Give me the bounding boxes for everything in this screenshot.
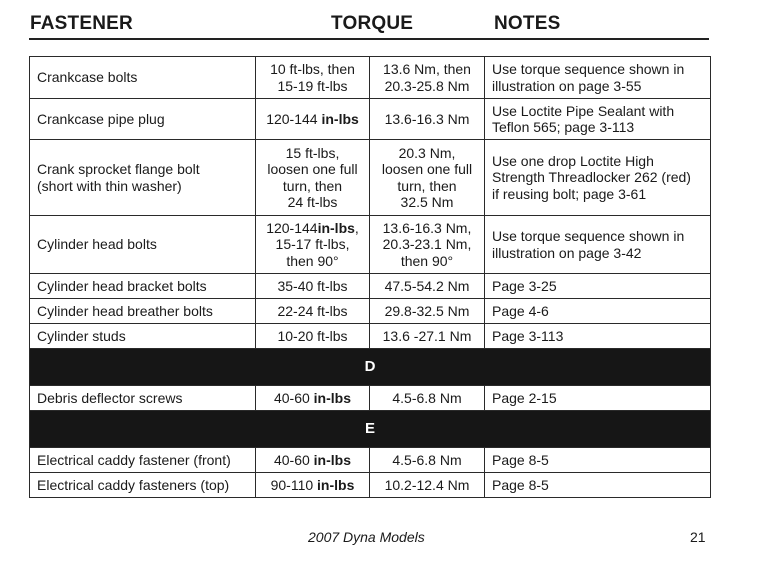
fastener-cell [30, 140, 256, 216]
fastener-cell [30, 299, 256, 324]
section-row-d [30, 349, 711, 386]
text-line: Electrical caddy fastener (front) [37, 451, 231, 468]
torque-metric-cell [370, 386, 485, 411]
torque-metric-cell [370, 216, 485, 274]
torque-value: 90-110 [270, 476, 318, 493]
table-row [30, 99, 711, 140]
text-line: Teflon 565; page 3-113 [492, 119, 635, 135]
table-row [30, 324, 711, 349]
text-line: 22-24 ft-lbs [277, 302, 348, 319]
text-line: 20.3 Nm, [398, 144, 456, 161]
fastener-cell [30, 386, 256, 411]
text-line: turn, then [397, 177, 457, 194]
text-line: Crankcase bolts [37, 69, 138, 86]
text-line: illustration on page 3-55 [492, 77, 642, 94]
table-row [30, 216, 711, 274]
section-row-e [30, 411, 711, 448]
torque-value: 120-144 [266, 110, 322, 127]
text-line: then 90° [286, 252, 339, 269]
torque-imperial-cell [256, 448, 370, 473]
torque-value: 40-60 [273, 451, 314, 468]
table-row [30, 448, 711, 473]
fastener-cell [30, 274, 256, 299]
text-line: if reusing bolt; page 3-61 [492, 185, 647, 202]
torque-metric-cell [370, 324, 485, 349]
text-line: then 90° [400, 252, 454, 269]
text-line: Debris deflector screws [37, 389, 183, 406]
table-row [30, 274, 711, 299]
torque-imperial-cell [256, 99, 370, 140]
text-line: illustration on page 3-42 [492, 244, 642, 261]
fastener-cell [30, 448, 256, 473]
text-line: 10.2-12.4 Nm [384, 476, 470, 493]
text-line: 13.6 -27.1 Nm [382, 327, 472, 344]
text-line: Use Loctite Pipe Sealant with [492, 102, 675, 119]
text-line: 15-19 ft-lbs [277, 77, 348, 94]
torque-metric-cell [370, 473, 485, 498]
text-line: turn, then [282, 177, 343, 194]
table-row [30, 386, 711, 411]
table-row [30, 299, 711, 324]
torque-unit-emphasis: in-lbs [313, 451, 352, 468]
torque-table-body [30, 57, 711, 498]
torque-imperial-cell [256, 57, 370, 99]
fastener-cell [30, 99, 256, 140]
text-line: 10 ft-lbs, then [270, 61, 355, 77]
text-line: 13.6-16.3 Nm, [382, 219, 472, 236]
text-line: Use torque sequence shown in [492, 61, 685, 77]
torque-imperial-cell [256, 324, 370, 349]
notes-cell [485, 299, 711, 324]
text-line: Page 8-5 [492, 476, 549, 493]
notes-cell [485, 386, 711, 411]
notes-cell [485, 448, 711, 473]
torque-value: 120-144 [266, 219, 318, 236]
notes-cell [485, 140, 711, 216]
fastener-cell [30, 216, 256, 274]
text-line: Strength Threadlocker 262 (red) [492, 169, 691, 186]
fastener-cell [30, 57, 256, 99]
torque-metric-cell [370, 99, 485, 140]
notes-cell [485, 216, 711, 274]
text-line: Page 2-15 [492, 389, 557, 406]
torque-value: 40-60 [273, 389, 314, 406]
torque-imperial-cell [256, 274, 370, 299]
torque-header: TORQUE [331, 13, 414, 34]
text-line: Page 3-25 [492, 277, 557, 294]
text-line: Use torque sequence shown in [492, 228, 685, 244]
text-line: Page 3-113 [492, 327, 564, 344]
torque-unit-emphasis: in-lbs [313, 389, 352, 406]
text-line: Cylinder head breather bolts [37, 302, 213, 319]
torque-metric-cell [370, 299, 485, 324]
text-line: 47.5-54.2 Nm [384, 277, 470, 294]
fastener-cell [30, 324, 256, 349]
footer-title: 2007 Dyna Models [308, 529, 425, 545]
text-line: 4.5-6.8 Nm [392, 389, 462, 406]
text-line: Cylinder head bracket bolts [37, 277, 207, 294]
page-number: 21 [690, 529, 706, 545]
fastener-cell [30, 473, 256, 498]
header-rule [29, 38, 709, 40]
text-line: 29.8-32.5 Nm [384, 302, 470, 319]
torque-imperial-cell [256, 473, 370, 498]
torque-unit-emphasis: in-lbs [321, 110, 359, 127]
text-line: Cylinder head bolts [37, 236, 157, 253]
torque-unit-emphasis: in-lbs [317, 476, 355, 493]
text-line: 24 ft-lbs [287, 194, 338, 210]
notes-cell [485, 324, 711, 349]
notes-cell [485, 274, 711, 299]
text-line: loosen one full [267, 161, 358, 177]
text-line: Crank sprocket flange bolt [37, 161, 200, 177]
text-line: 15 ft-lbs, [285, 144, 340, 161]
text-line: loosen one full [381, 161, 473, 177]
text-line: Page 8-5 [492, 451, 549, 468]
torque-metric-cell [370, 140, 485, 216]
text-line: 15-17 ft-lbs, [275, 236, 350, 253]
text-line: Use one drop Loctite High [492, 152, 654, 169]
text-line: 13.6-16.3 Nm [384, 110, 470, 127]
torque-metric-cell [370, 57, 485, 99]
text-line: (short with thin washer) [37, 177, 182, 194]
notes-cell [485, 57, 711, 99]
torque-metric-cell [370, 274, 485, 299]
table-row [30, 57, 711, 99]
text-line: 32.5 Nm [400, 194, 454, 210]
table-row [30, 140, 711, 216]
notes-header: NOTES [494, 13, 561, 34]
text-line: 13.6 Nm, then [383, 61, 471, 77]
table-row [30, 473, 711, 498]
torque-table [29, 56, 711, 498]
torque-unit-emphasis: in-lbs [317, 219, 355, 236]
text-line: 35-40 ft-lbs [277, 277, 348, 294]
torque-imperial-cell [256, 216, 370, 274]
text-line: 20.3-25.8 Nm [384, 77, 470, 94]
notes-cell [485, 473, 711, 498]
text-line: 10-20 ft-lbs [277, 327, 348, 344]
text-line: 20.3-23.1 Nm, [382, 236, 472, 253]
text-line: Crankcase pipe plug [37, 110, 165, 127]
text-line: Cylinder studs [37, 327, 126, 344]
torque-imperial-cell [256, 386, 370, 411]
section-label: E [30, 411, 711, 448]
torque-metric-cell [370, 448, 485, 473]
notes-cell [485, 99, 711, 140]
text-line: Electrical caddy fasteners (top) [37, 476, 230, 493]
text-line: 4.5-6.8 Nm [392, 451, 462, 468]
torque-imperial-cell [256, 140, 370, 216]
section-label: D [30, 349, 711, 386]
torque-imperial-cell [256, 299, 370, 324]
text-line: Page 4-6 [492, 302, 549, 319]
torque-value-suffix: , [354, 219, 359, 236]
fastener-header: FASTENER [30, 13, 133, 34]
